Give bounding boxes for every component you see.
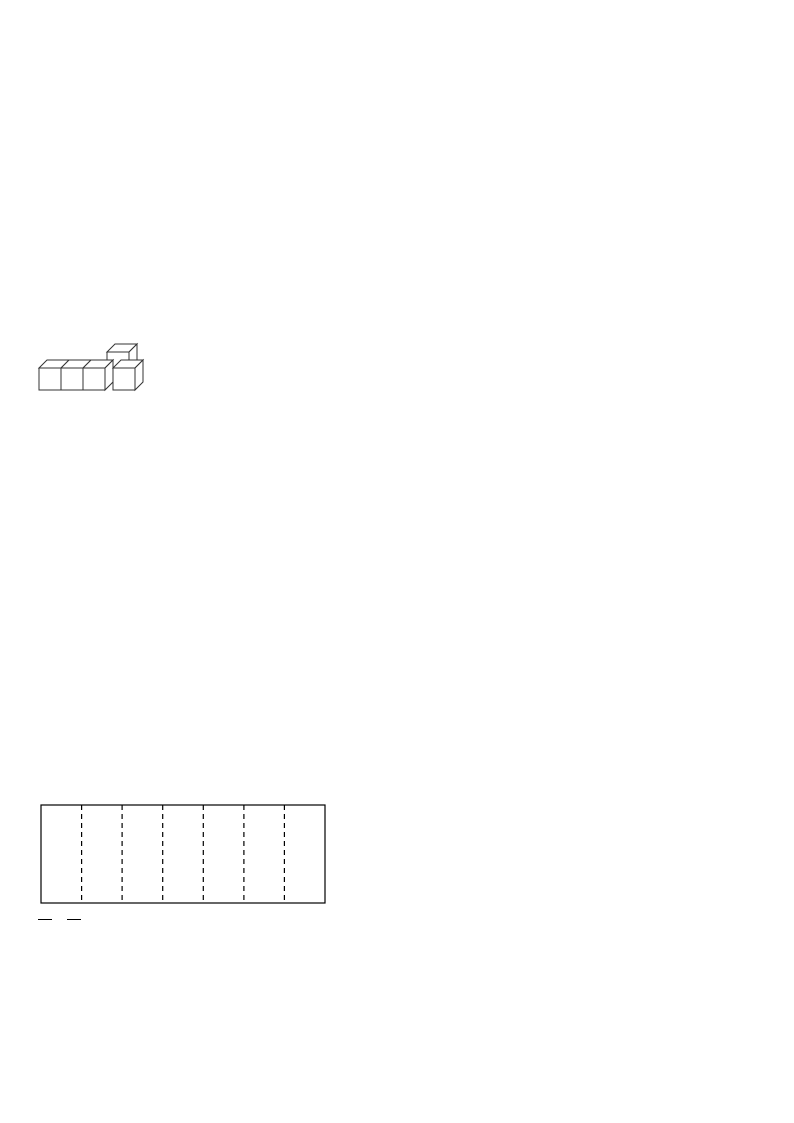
fraction-1 xyxy=(38,918,52,921)
q27-grid xyxy=(40,625,192,731)
q25-grid xyxy=(38,84,372,298)
q26-cubes-illustration xyxy=(37,340,157,395)
q26-grid xyxy=(38,404,568,560)
q28-expression xyxy=(38,918,178,960)
fraction-1-bar xyxy=(38,919,52,920)
q27-figure xyxy=(40,625,192,731)
fraction-2 xyxy=(67,918,81,921)
q28-strip[interactable] xyxy=(40,804,326,904)
fraction-2-bar xyxy=(67,919,81,920)
q25-figure xyxy=(38,84,372,298)
